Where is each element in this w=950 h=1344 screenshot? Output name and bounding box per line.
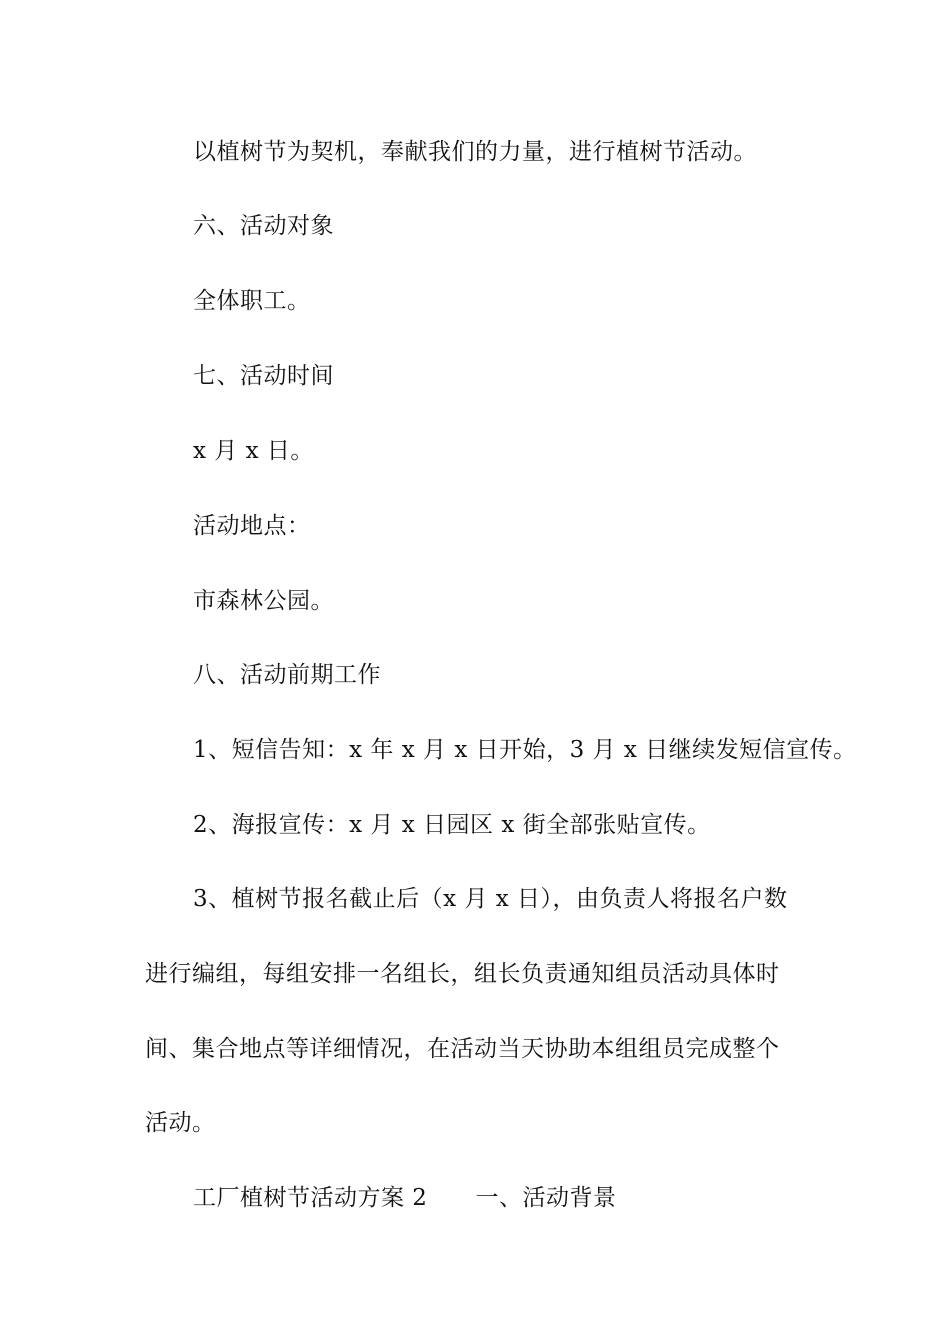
paragraph-line: 间、集合地点等详细情况，在活动当天协助本组组员完成整个 <box>145 1036 780 1062</box>
section-heading-time: 七、活动时间 <box>193 363 334 389</box>
section-heading-preparation: 八、活动前期工作 <box>193 662 381 688</box>
list-item: 1、短信告知：x 年 x 月 x 日开始，3 月 x 日继续发短信宣传。 <box>193 737 857 763</box>
paragraph-line: 全体职工。 <box>193 288 311 314</box>
list-item: 2、海报宣传：x 月 x 日园区 x 街全部张贴宣传。 <box>193 812 711 838</box>
paragraph-line: 市森林公园。 <box>193 588 334 614</box>
paragraph-line: 活动。 <box>145 1110 216 1136</box>
paragraph-line: 活动地点： <box>193 513 311 539</box>
next-section-line <box>193 1183 616 1213</box>
next-section-heading: 一、活动背景 <box>475 1185 617 1211</box>
section-heading-targets: 六、活动对象 <box>193 213 334 239</box>
paragraph-line: x 月 x 日。 <box>193 438 314 464</box>
next-section-title: 工厂植树节活动方案 2 <box>193 1185 428 1211</box>
paragraph-line: 以植树节为契机，奉献我们的力量，进行植树节活动。 <box>193 139 757 165</box>
list-item: 3、植树节报名截止后（x 月 x 日），由负责人将报名户数 <box>193 886 788 912</box>
paragraph-line: 进行编组，每组安排一名组长，组长负责通知组员活动具体时 <box>145 961 780 987</box>
